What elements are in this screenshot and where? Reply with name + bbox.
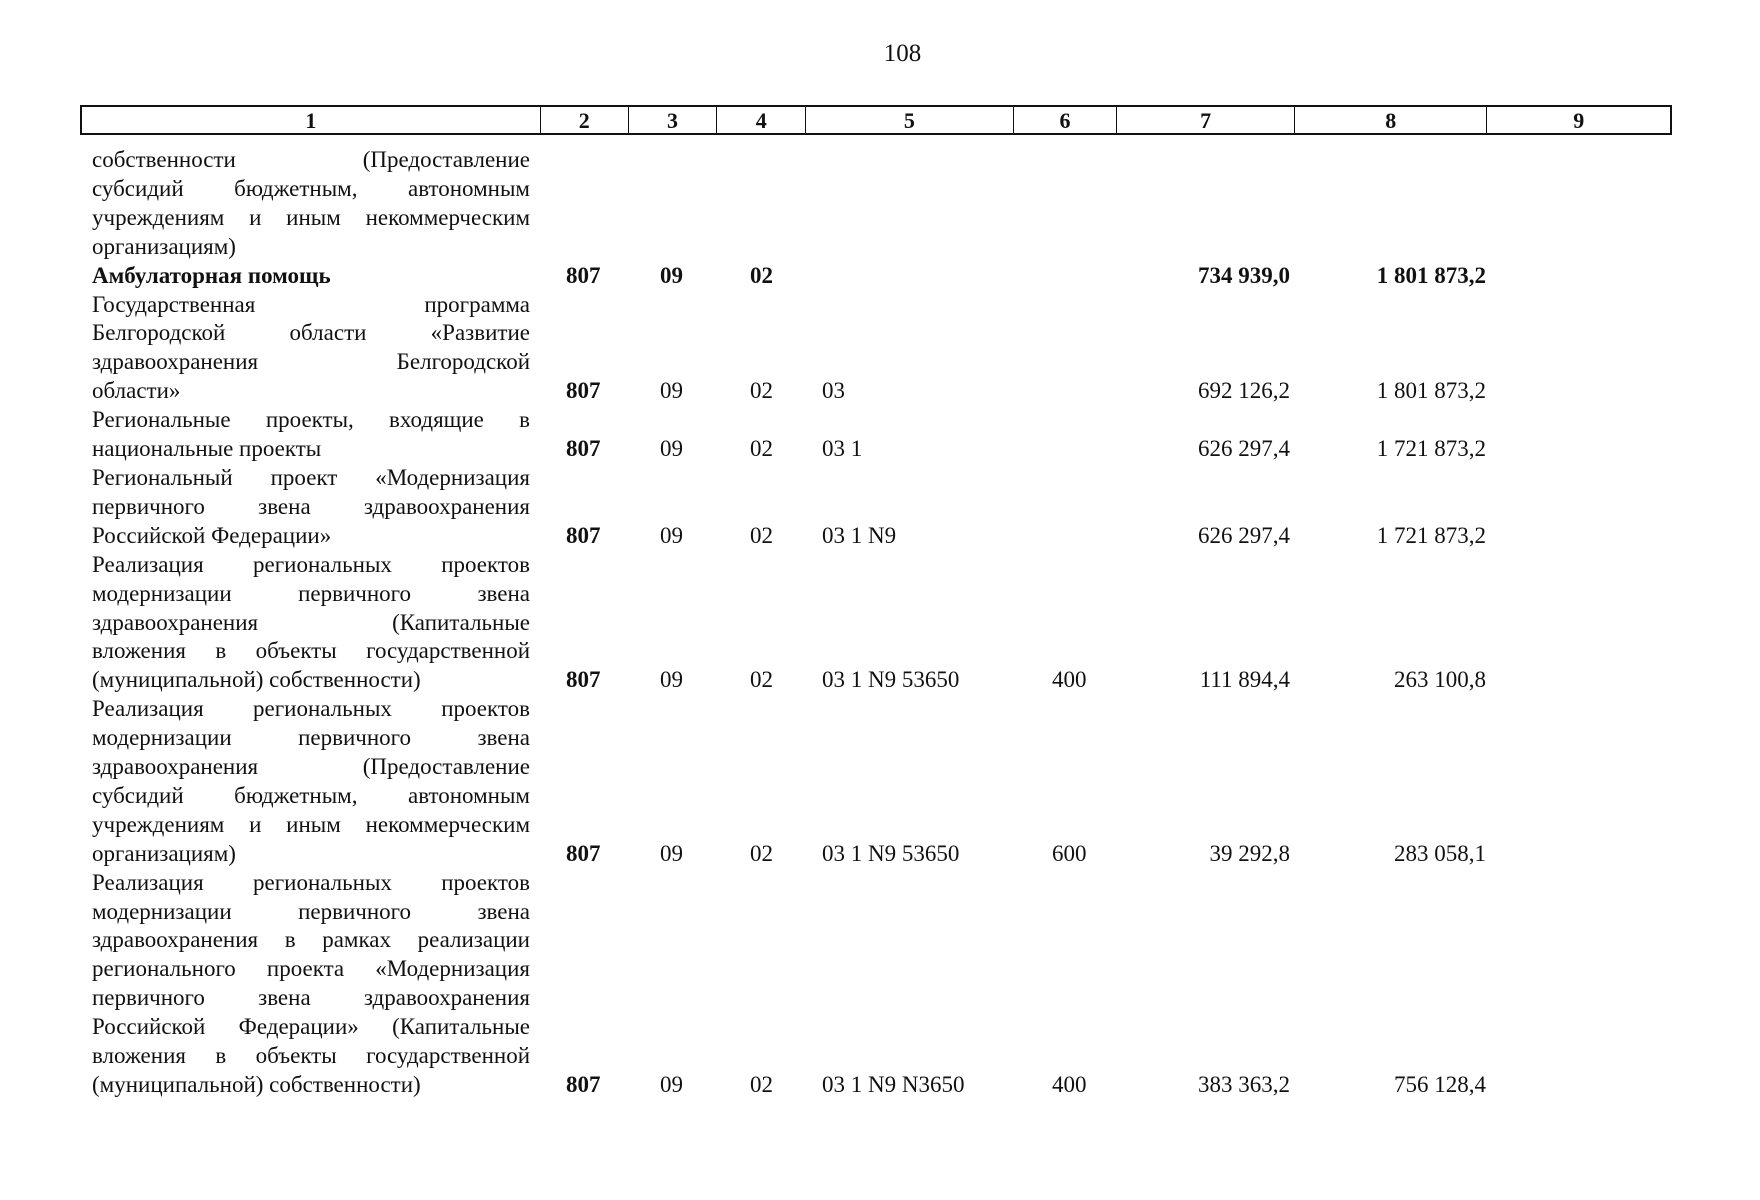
cell-col-2: 807 [566, 840, 601, 866]
cell-col-4: 02 [750, 436, 773, 462]
description-line: здравоохранения в рамках реализации [92, 927, 530, 953]
description-line: здравоохранения (Капитальные [92, 609, 530, 635]
table-row [0, 551, 1760, 696]
row-description [92, 551, 530, 696]
cell-col-7: 734 939,0 [1198, 262, 1290, 288]
description-line: Белгородской области «Развитие [92, 320, 530, 346]
description-line: области» [92, 378, 181, 404]
table-row [0, 406, 1760, 464]
row-description [92, 406, 530, 464]
table-row [0, 695, 1760, 868]
cell-col-8: 756 128,4 [1394, 1072, 1486, 1097]
cell-col-4: 02 [750, 1072, 773, 1097]
header-cell-3: 3 [629, 107, 718, 133]
cell-col-2: 807 [566, 436, 601, 462]
description-line: здравоохранения (Предоставление [92, 754, 530, 780]
header-cell-4: 4 [717, 107, 806, 133]
cell-col-3: 09 [660, 378, 683, 404]
description-line: Российской Федерации» (Капитальные [92, 1014, 530, 1040]
cell-col-4: 02 [750, 840, 773, 866]
description-line: учреждениям и иным некоммерческим [92, 204, 530, 230]
description-line: субсидий бюджетным, автономным [92, 175, 530, 201]
cell-col-5: 03 1 N9 [822, 522, 897, 548]
cell-col-3: 09 [660, 262, 683, 288]
cell-col-2: 807 [566, 522, 601, 548]
description-line: Региональные проекты, входящие в [92, 407, 530, 433]
description-line: модернизации первичного звена [92, 898, 530, 924]
description-line: организациям) [92, 840, 236, 866]
row-description [92, 464, 530, 551]
header-cell-6: 6 [1014, 107, 1118, 133]
cell-col-5: 03 1 N9 53650 [822, 667, 960, 693]
header-cell-1: 1 [82, 107, 541, 133]
cell-col-7: 383 363,2 [1198, 1072, 1290, 1097]
cell-col-8: 1 721 873,2 [1376, 522, 1486, 548]
cell-col-2: 807 [566, 378, 601, 404]
header-cell-2: 2 [541, 107, 629, 133]
cell-col-4: 02 [750, 522, 773, 548]
cell-col-8: 1 721 873,2 [1376, 436, 1486, 462]
cell-col-8: 263 100,8 [1394, 667, 1486, 693]
header-cell-9: 9 [1573, 108, 1585, 133]
cell-col-3: 09 [660, 1072, 683, 1097]
table-row [0, 262, 1760, 291]
description-line: Реализация региональных проектов [92, 551, 530, 577]
table-row [0, 146, 1760, 262]
table-header-row [80, 105, 1672, 135]
cell-col-7: 111 894,4 [1199, 667, 1290, 693]
cell-col-6: 400 [1052, 1072, 1087, 1097]
description-line: национальные проекты [92, 436, 322, 462]
table-body [0, 146, 1760, 1100]
description-line: первичного звена здравоохранения [92, 493, 530, 519]
cell-col-7: 39 292,8 [1209, 840, 1290, 866]
cell-col-8: 1 801 873,2 [1376, 262, 1486, 288]
header-cell-8: 8 [1295, 107, 1488, 133]
description-line: организациям) [92, 233, 236, 259]
description-line: (муниципальной) собственности) [92, 1072, 421, 1097]
cell-col-2: 807 [566, 667, 601, 693]
cell-col-4: 02 [750, 378, 773, 404]
cell-col-7: 626 297,4 [1198, 436, 1290, 462]
description-line: здравоохранения Белгородской [92, 349, 530, 375]
description-line: вложения в объекты государственной [92, 638, 530, 664]
cell-col-2: 807 [566, 262, 601, 288]
table-row [0, 869, 1760, 1100]
cell-col-3: 09 [660, 667, 683, 693]
row-description [92, 695, 530, 868]
cell-col-7: 626 297,4 [1198, 522, 1290, 548]
row-description [92, 262, 530, 291]
header-cell-5: 5 [806, 107, 1013, 133]
description-line: Реализация региональных проектов [92, 869, 530, 895]
table-row [0, 464, 1760, 551]
description-line: Реализация региональных проектов [92, 696, 530, 722]
description-line: учреждениям и иным некоммерческим [92, 811, 530, 837]
row-description [92, 291, 530, 407]
header-cell-7: 7 [1117, 107, 1295, 133]
description-line: Амбулаторная помощь [92, 262, 331, 288]
table-row [0, 291, 1760, 407]
cell-col-7: 692 126,2 [1198, 378, 1290, 404]
description-line: Государственная программа [92, 291, 530, 317]
cell-col-5: 03 1 N9 N3650 [822, 1072, 965, 1097]
description-line: первичного звена здравоохранения [92, 985, 530, 1011]
description-line: (муниципальной) собственности) [92, 667, 421, 693]
description-line: Российской Федерации» [92, 522, 332, 548]
description-line: модернизации первичного звена [92, 725, 530, 751]
cell-col-3: 09 [660, 840, 683, 866]
cell-col-3: 09 [660, 436, 683, 462]
cell-col-4: 02 [750, 262, 773, 288]
row-description [92, 146, 530, 262]
description-line: субсидий бюджетным, автономным [92, 782, 530, 808]
row-description [92, 869, 530, 1100]
description-line: собственности (Предоставление [92, 147, 530, 172]
cell-col-6: 400 [1052, 667, 1087, 693]
cell-col-5: 03 1 [822, 436, 863, 462]
cell-col-4: 02 [750, 667, 773, 693]
cell-col-5: 03 [822, 378, 845, 404]
cell-col-8: 1 801 873,2 [1376, 378, 1486, 404]
cell-col-5: 03 1 N9 53650 [822, 840, 960, 866]
cell-col-6: 600 [1052, 840, 1087, 866]
cell-col-3: 09 [660, 522, 683, 548]
description-line: Региональный проект «Модернизация [92, 464, 530, 490]
cell-col-2: 807 [566, 1072, 601, 1097]
page-number: 108 [883, 40, 922, 67]
description-line: регионального проекта «Модернизация [92, 956, 530, 982]
description-line: вложения в объекты государственной [92, 1043, 530, 1069]
description-line: модернизации первичного звена [92, 580, 530, 606]
cell-col-8: 283 058,1 [1394, 840, 1486, 866]
